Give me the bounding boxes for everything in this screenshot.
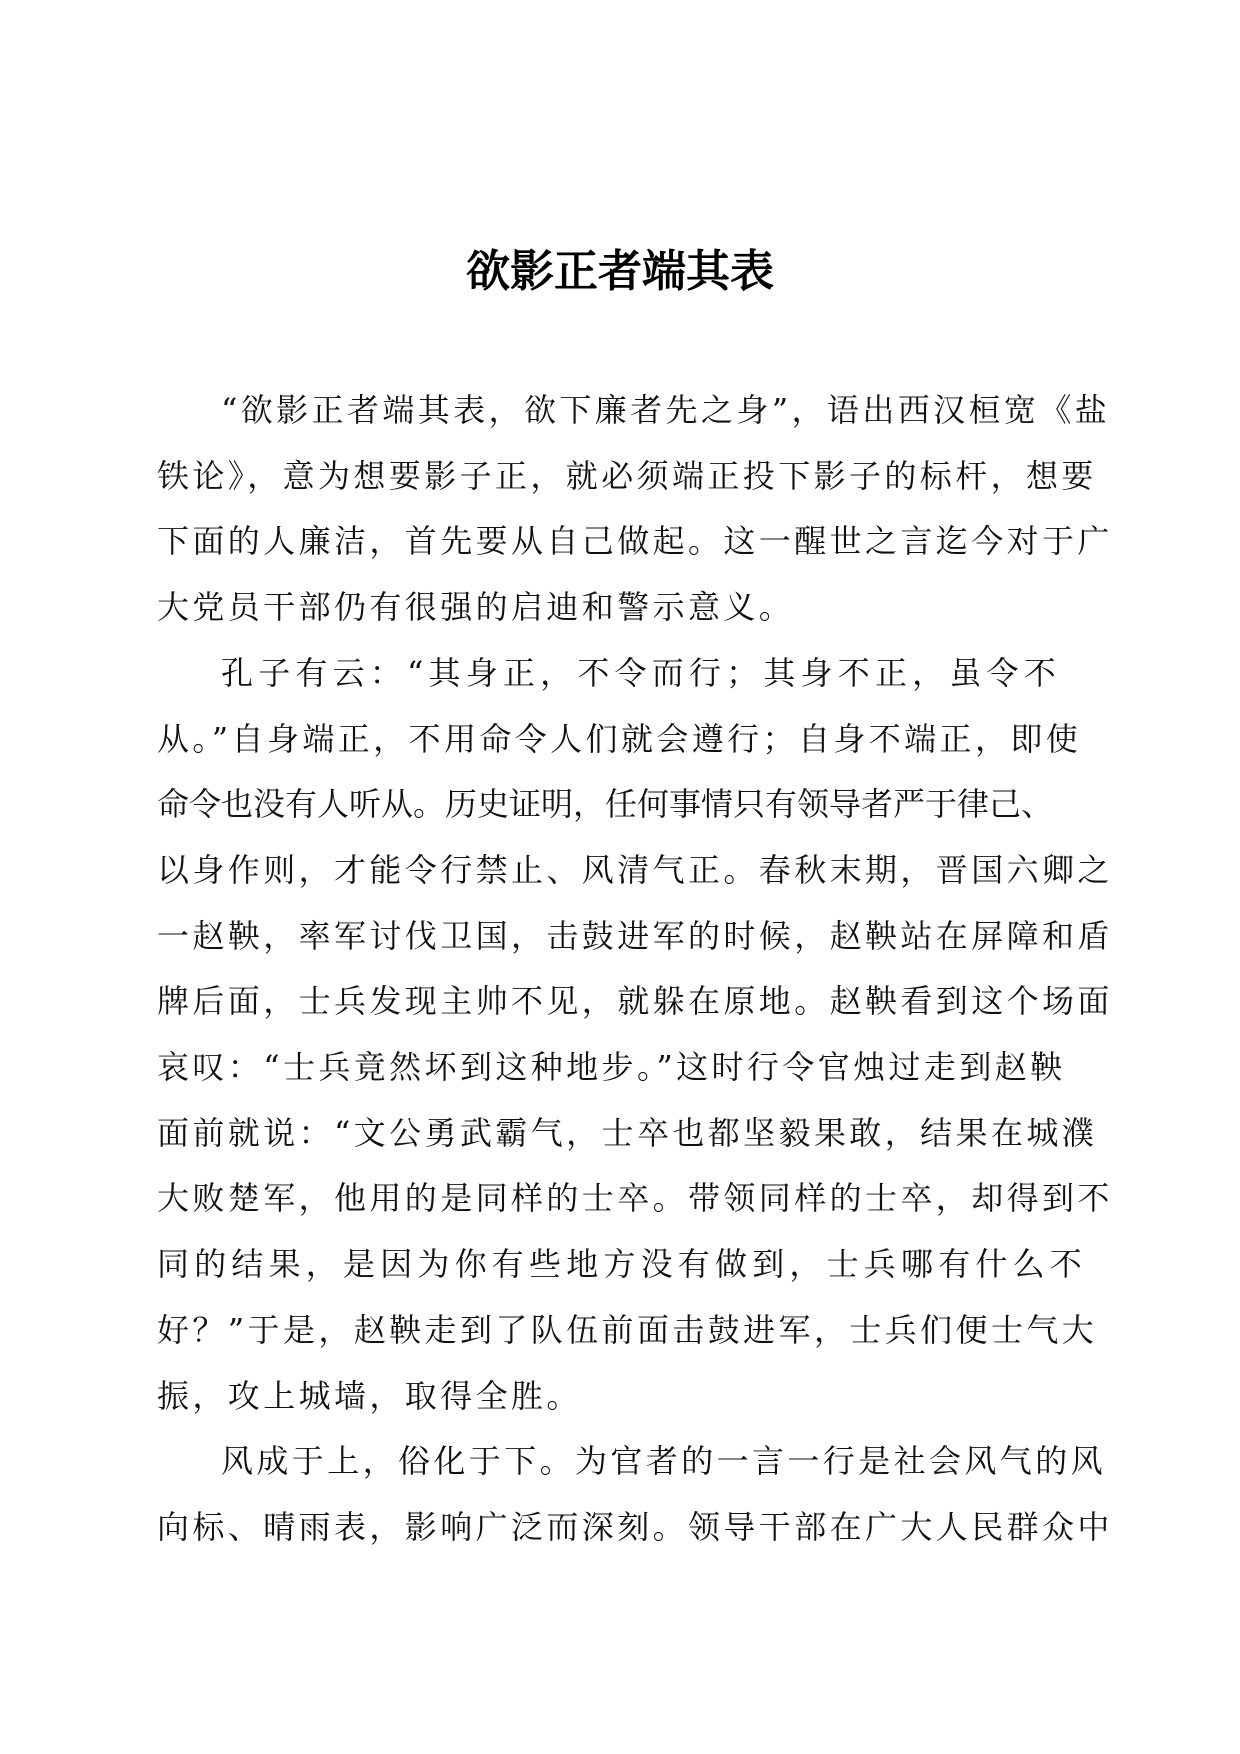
- paragraph-2-line-9: 大败楚军，他用的是同样的士卒。带领同样的士卒，却得到不: [157, 1179, 1113, 1218]
- paragraph-2-line-11: 好？”于是，赵鞅走到了队伍前面击鼓进军，士兵们便士气大: [157, 1310, 1098, 1349]
- paragraph-2: [157, 641, 1113, 1429]
- paragraph-2-line-6: 牌后面，士兵发现主帅不见，就躲在原地。赵鞅看到这个场面: [157, 982, 1113, 1021]
- paragraph-2-line-2: 从。”自身端正，不用命令人们就会遵行；自身不端正，即使: [157, 719, 1082, 758]
- paragraph-2-line-10: 同的结果，是因为你有些地方没有做到，士兵哪有什么不: [157, 1245, 1088, 1284]
- paragraph-3: [157, 1429, 1113, 1560]
- paragraph-2-line-3: 命令也没有人听从。历史证明，任何事情只有领导者严于律己、: [157, 785, 1054, 824]
- paragraph-2-line-12: 振，攻上城墙，取得全胜。: [157, 1376, 582, 1415]
- paragraph-2-line-4: 以身作则，才能令行禁止、风清气正。春秋末期，晋国六卿之: [157, 850, 1113, 889]
- paragraph-3-line-2: 向标、晴雨表，影响广泛而深刻。领导干部在广大人民群众中: [157, 1507, 1113, 1546]
- paragraph-3-line-1: 风成于上，俗化于下。为官者的一言一行是社会风气的风: [221, 1442, 1107, 1481]
- paragraph-1: [157, 378, 1113, 641]
- document-title: 欲影正者端其表: [466, 246, 774, 297]
- paragraph-2-line-7: 哀叹：“士兵竟然坏到这种地步。”这时行令官烛过走到赵鞅: [157, 1048, 1066, 1087]
- paragraph-1-line-2: 铁论》，意为想要影子正，就必须端正投下影子的标杆，想要: [157, 456, 1097, 495]
- paragraph-1-line-4: 大党员干部仍有很强的启迪和警示意义。: [157, 588, 795, 627]
- paragraph-2-line-8: 面前就说：“文公勇武霸气，士卒也都坚毅果敢，结果在城濮: [157, 1113, 1098, 1152]
- document-body: [157, 378, 1113, 1561]
- paragraph-1-line-3: 下面的人廉洁，首先要从自己做起。这一醒世之言迄今对于广: [157, 522, 1113, 561]
- paragraph-1-line-1: “欲影正者端其表，欲下廉者先之身”，语出西汉桓宽《盐: [221, 391, 1111, 429]
- paragraph-2-line-5: 一赵鞅，率军讨伐卫国，击鼓进军的时候，赵鞅站在屏障和盾: [157, 916, 1113, 955]
- paragraph-2-line-1: 孔子有云：“其身正，不令而行；其身不正，虽令不: [221, 653, 1061, 692]
